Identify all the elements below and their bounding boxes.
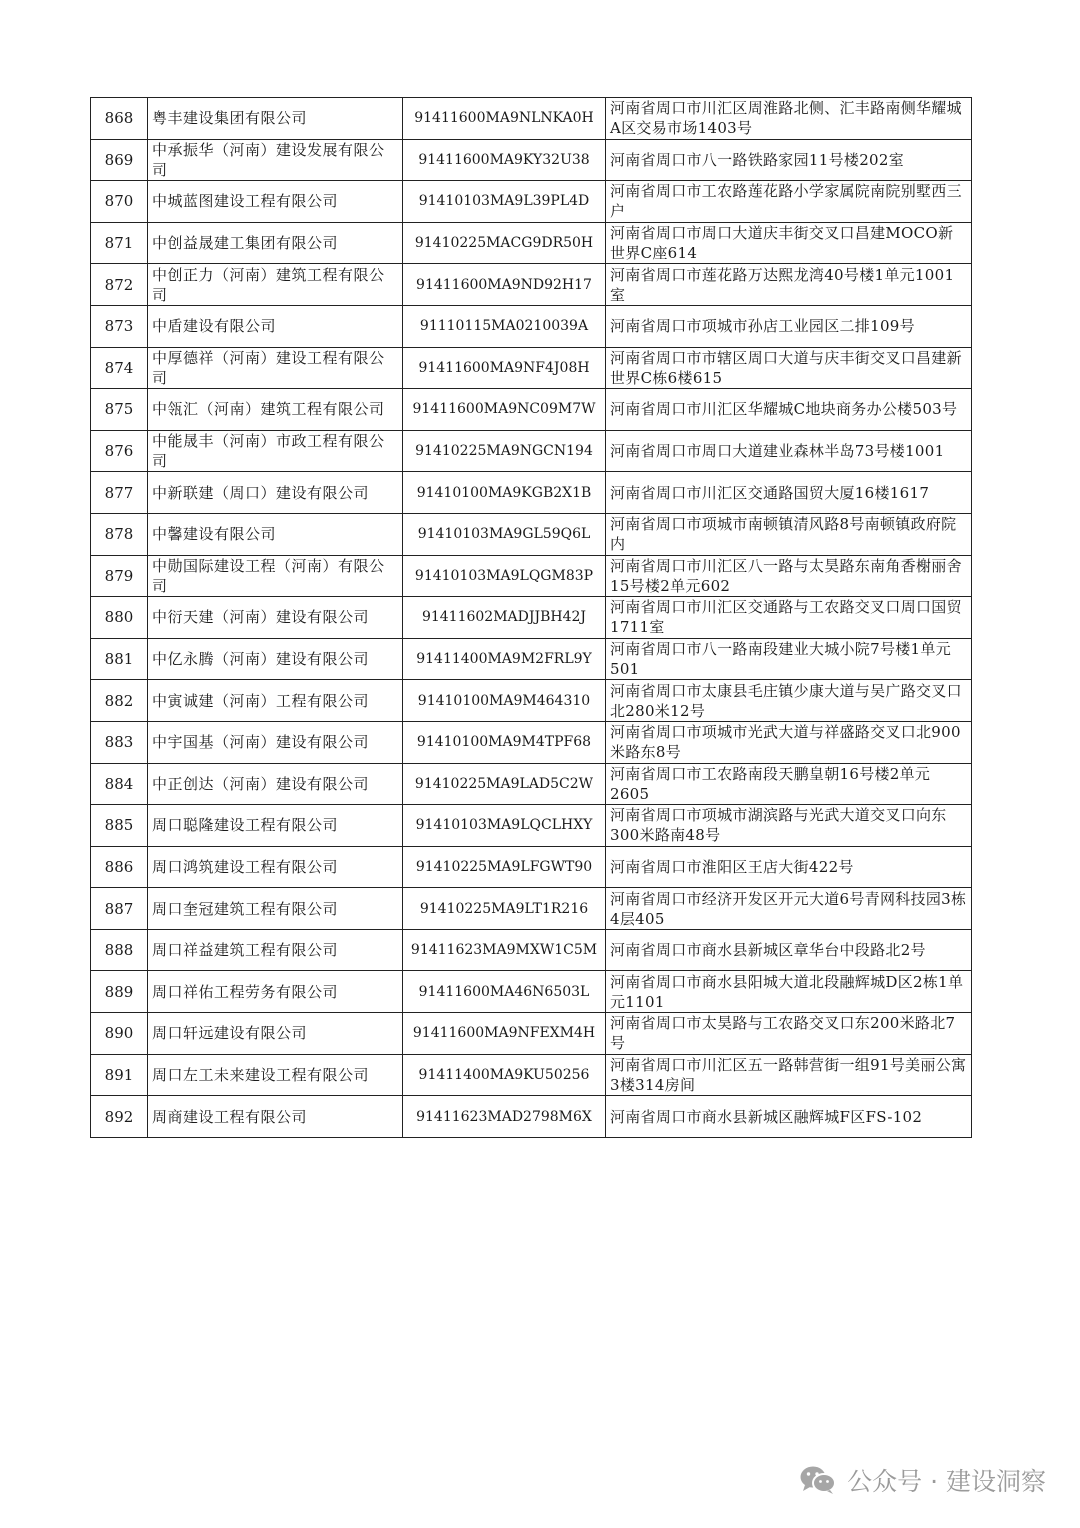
table-row <box>91 721 972 763</box>
table-row <box>91 597 972 639</box>
credit-code-cell: 91410100MA9KGB2X1B <box>403 472 606 514</box>
table-row <box>91 680 972 722</box>
table-row <box>91 472 972 514</box>
table-row <box>91 763 972 805</box>
row-number-cell: 887 <box>91 888 148 930</box>
table-row <box>91 139 972 181</box>
company-name-cell: 中厚德祥（河南）建设工程有限公司 <box>148 347 403 389</box>
credit-code-cell: 91410103MA9L39PL4D <box>403 181 606 223</box>
row-number-cell: 889 <box>91 971 148 1013</box>
table-row <box>91 555 972 597</box>
company-name-cell: 中正创达（河南）建设有限公司 <box>148 763 403 805</box>
table-row <box>91 1013 972 1055</box>
row-number-cell: 885 <box>91 805 148 847</box>
row-number-cell: 880 <box>91 597 148 639</box>
company-name-cell: 中盾建设有限公司 <box>148 305 403 347</box>
address-cell: 河南省周口市太昊路与工农路交叉口东200米路北7号 <box>606 1013 972 1055</box>
watermark <box>799 1462 1046 1498</box>
address-cell: 河南省周口市莲花路万达熙龙湾40号楼1单元1001室 <box>606 264 972 306</box>
address-cell: 河南省周口市工农路南段天鹏皇朝16号楼2单元2605 <box>606 763 972 805</box>
table-row <box>91 1054 972 1096</box>
company-name-cell: 中宇国基（河南）建设有限公司 <box>148 721 403 763</box>
row-number-cell: 888 <box>91 929 148 971</box>
wechat-icon <box>799 1465 837 1495</box>
company-name-cell: 中能晟丰（河南）市政工程有限公司 <box>148 430 403 472</box>
company-table-wrapper <box>90 97 972 1138</box>
credit-code-cell: 91411602MADJJBH42J <box>403 597 606 639</box>
credit-code-cell: 91410103MA9LQCLHXY <box>403 805 606 847</box>
company-name-cell: 中馨建设有限公司 <box>148 513 403 555</box>
table-row <box>91 264 972 306</box>
row-number-cell: 886 <box>91 846 148 888</box>
row-number-cell: 868 <box>91 98 148 140</box>
address-cell: 河南省周口市川汇区交通路国贸大厦16楼1617 <box>606 472 972 514</box>
company-name-cell: 周口聪隆建设工程有限公司 <box>148 805 403 847</box>
credit-code-cell: 91410225MA9LT1R216 <box>403 888 606 930</box>
credit-code-cell: 91411600MA46N6503L <box>403 971 606 1013</box>
credit-code-cell: 91410225MA9LAD5C2W <box>403 763 606 805</box>
table-row <box>91 389 972 431</box>
row-number-cell: 869 <box>91 139 148 181</box>
table-row <box>91 222 972 264</box>
row-number-cell: 890 <box>91 1013 148 1055</box>
table-row <box>91 971 972 1013</box>
company-name-cell: 周口祥佑工程劳务有限公司 <box>148 971 403 1013</box>
company-name-cell: 中新联建（周口）建设有限公司 <box>148 472 403 514</box>
credit-code-cell: 91410103MA9LQGM83P <box>403 555 606 597</box>
address-cell: 河南省周口市周口大道庆丰街交叉口昌建MOCO新世界C座614 <box>606 222 972 264</box>
company-name-cell: 中城蓝图建设工程有限公司 <box>148 181 403 223</box>
table-body <box>91 98 972 1138</box>
address-cell: 河南省周口市八一路南段建业大城小院7号楼1单元501 <box>606 638 972 680</box>
company-name-cell: 周口鸿筑建设工程有限公司 <box>148 846 403 888</box>
credit-code-cell: 91410100MA9M464310 <box>403 680 606 722</box>
address-cell: 河南省周口市川汇区周淮路北侧、汇丰路南侧华耀城A区交易市场1403号 <box>606 98 972 140</box>
credit-code-cell: 91411623MA9MXW1C5M <box>403 929 606 971</box>
address-cell: 河南省周口市工农路莲花路小学家属院南院别墅西三户 <box>606 181 972 223</box>
company-table <box>90 97 972 1138</box>
row-number-cell: 871 <box>91 222 148 264</box>
company-name-cell: 周口左工未来建设工程有限公司 <box>148 1054 403 1096</box>
table-row <box>91 888 972 930</box>
table-row <box>91 181 972 223</box>
credit-code-cell: 91411400MA9KU50256 <box>403 1054 606 1096</box>
credit-code-cell: 91411400MA9M2FRL9Y <box>403 638 606 680</box>
address-cell: 河南省周口市经济开发区开元大道6号青网科技园3栋4层405 <box>606 888 972 930</box>
company-name-cell: 中亿永腾（河南）建设有限公司 <box>148 638 403 680</box>
address-cell: 河南省周口市市辖区周口大道与庆丰街交叉口昌建新世界C栋6楼615 <box>606 347 972 389</box>
address-cell: 河南省周口市淮阳区王店大街422号 <box>606 846 972 888</box>
row-number-cell: 870 <box>91 181 148 223</box>
credit-code-cell: 91411600MA9NLNKA0H <box>403 98 606 140</box>
table-row <box>91 638 972 680</box>
company-name-cell: 周口轩远建设有限公司 <box>148 1013 403 1055</box>
table-row <box>91 846 972 888</box>
address-cell: 河南省周口市项城市湖滨路与光武大道交叉口向东300米路南48号 <box>606 805 972 847</box>
row-number-cell: 877 <box>91 472 148 514</box>
row-number-cell: 882 <box>91 680 148 722</box>
credit-code-cell: 91110115MA0210039A <box>403 305 606 347</box>
company-name-cell: 中创益晟建工集团有限公司 <box>148 222 403 264</box>
address-cell: 河南省周口市川汇区交通路与工农路交叉口周口国贸1711室 <box>606 597 972 639</box>
row-number-cell: 881 <box>91 638 148 680</box>
credit-code-cell: 91410225MA9LFGWT90 <box>403 846 606 888</box>
address-cell: 河南省周口市项城市光武大道与祥盛路交叉口北900米路东8号 <box>606 721 972 763</box>
row-number-cell: 876 <box>91 430 148 472</box>
company-name-cell: 粤丰建设集团有限公司 <box>148 98 403 140</box>
row-number-cell: 883 <box>91 721 148 763</box>
table-row <box>91 513 972 555</box>
credit-code-cell: 91410103MA9GL59Q6L <box>403 513 606 555</box>
table-row <box>91 305 972 347</box>
address-cell: 河南省周口市项城市南顿镇清风路8号南顿镇政府院内 <box>606 513 972 555</box>
address-cell: 河南省周口市川汇区五一路韩营街一组91号美丽公寓3楼314房间 <box>606 1054 972 1096</box>
credit-code-cell: 91410100MA9M4TPF68 <box>403 721 606 763</box>
address-cell: 河南省周口市商水县阳城大道北段融辉城D区2栋1单元1101 <box>606 971 972 1013</box>
company-name-cell: 中衍天建（河南）建设有限公司 <box>148 597 403 639</box>
table-row <box>91 929 972 971</box>
table-row <box>91 430 972 472</box>
row-number-cell: 874 <box>91 347 148 389</box>
address-cell: 河南省周口市八一路铁路家园11号楼202室 <box>606 139 972 181</box>
row-number-cell: 878 <box>91 513 148 555</box>
company-name-cell: 中创正力（河南）建筑工程有限公司 <box>148 264 403 306</box>
company-name-cell: 周商建设工程有限公司 <box>148 1096 403 1138</box>
watermark-text: 公众号 · 建设洞察 <box>847 1467 1046 1496</box>
row-number-cell: 872 <box>91 264 148 306</box>
row-number-cell: 891 <box>91 1054 148 1096</box>
credit-code-cell: 91410225MA9NGCN194 <box>403 430 606 472</box>
address-cell: 河南省周口市太康县毛庄镇少康大道与吴广路交叉口北280米12号 <box>606 680 972 722</box>
company-name-cell: 中寅诚建（河南）工程有限公司 <box>148 680 403 722</box>
credit-code-cell: 91411623MAD2798M6X <box>403 1096 606 1138</box>
company-name-cell: 中瓴汇（河南）建筑工程有限公司 <box>148 389 403 431</box>
table-row <box>91 347 972 389</box>
row-number-cell: 892 <box>91 1096 148 1138</box>
address-cell: 河南省周口市项城市孙店工业园区二排109号 <box>606 305 972 347</box>
company-name-cell: 中承振华（河南）建设发展有限公司 <box>148 139 403 181</box>
address-cell: 河南省周口市周口大道建业森林半岛73号楼1001 <box>606 430 972 472</box>
address-cell: 河南省周口市商水县新城区融辉城F区FS-102 <box>606 1096 972 1138</box>
credit-code-cell: 91410225MACG9DR50H <box>403 222 606 264</box>
credit-code-cell: 91411600MA9KY32U38 <box>403 139 606 181</box>
credit-code-cell: 91411600MA9ND92H17 <box>403 264 606 306</box>
credit-code-cell: 91411600MA9NFEXM4H <box>403 1013 606 1055</box>
company-name-cell: 中勋国际建设工程（河南）有限公司 <box>148 555 403 597</box>
company-name-cell: 周口奎冠建筑工程有限公司 <box>148 888 403 930</box>
company-name-cell: 周口祥益建筑工程有限公司 <box>148 929 403 971</box>
row-number-cell: 884 <box>91 763 148 805</box>
address-cell: 河南省周口市川汇区华耀城C地块商务办公楼503号 <box>606 389 972 431</box>
address-cell: 河南省周口市商水县新城区章华台中段路北2号 <box>606 929 972 971</box>
credit-code-cell: 91411600MA9NC09M7W <box>403 389 606 431</box>
table-row <box>91 805 972 847</box>
row-number-cell: 879 <box>91 555 148 597</box>
row-number-cell: 873 <box>91 305 148 347</box>
credit-code-cell: 91411600MA9NF4J08H <box>403 347 606 389</box>
row-number-cell: 875 <box>91 389 148 431</box>
table-row <box>91 1096 972 1138</box>
address-cell: 河南省周口市川汇区八一路与太昊路东南角香榭丽舍15号楼2单元602 <box>606 555 972 597</box>
table-row <box>91 98 972 140</box>
